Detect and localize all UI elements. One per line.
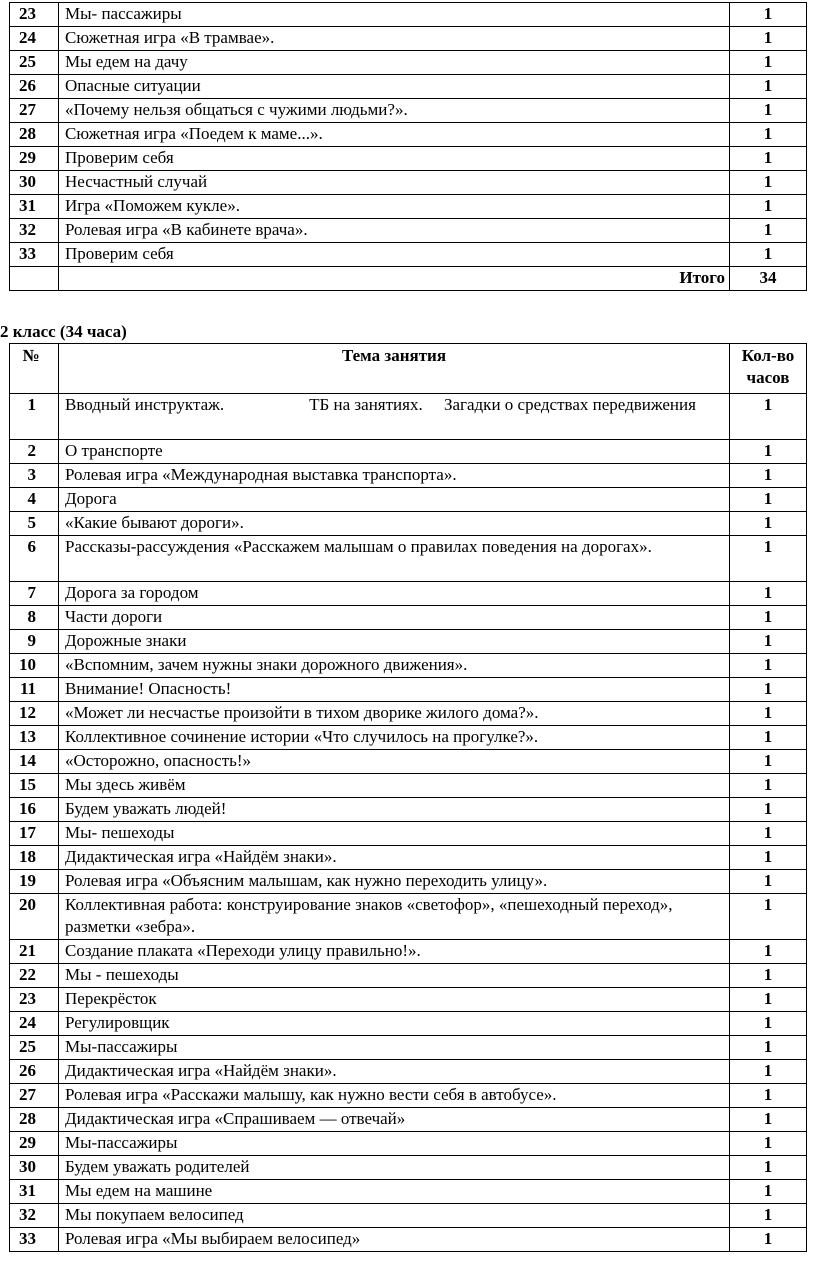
lesson-hours: 1	[730, 1084, 807, 1108]
table-row	[10, 243, 807, 267]
lesson-topic: «Вспомним, зачем нужны знаки дорожного движения».	[59, 654, 730, 678]
column-header-topic: Тема занятия	[59, 344, 730, 394]
lessons-table-grade1-continued	[9, 2, 807, 291]
table-header-row	[10, 344, 807, 394]
lesson-number: 31	[10, 195, 59, 219]
table-row	[10, 1060, 807, 1084]
lesson-hours: 1	[730, 243, 807, 267]
table-row	[10, 846, 807, 870]
table-row	[10, 394, 807, 440]
lesson-number: 24	[10, 27, 59, 51]
lesson-hours: 1	[730, 582, 807, 606]
table-row	[10, 147, 807, 171]
table-row	[10, 1204, 807, 1228]
lesson-hours: 1	[730, 654, 807, 678]
table-row	[10, 1108, 807, 1132]
lesson-number: 23	[10, 988, 59, 1012]
lesson-topic: Мы едем на дачу	[59, 51, 730, 75]
lesson-number: 32	[10, 1204, 59, 1228]
lesson-hours: 1	[730, 195, 807, 219]
table-row	[10, 464, 807, 488]
lesson-hours: 1	[730, 1108, 807, 1132]
table-row	[10, 988, 807, 1012]
lesson-number: 28	[10, 1108, 59, 1132]
lesson-topic: «Осторожно, опасность!»	[59, 750, 730, 774]
lesson-hours: 1	[730, 536, 807, 582]
table-row	[10, 75, 807, 99]
lesson-hours: 1	[730, 822, 807, 846]
column-header-number: №	[10, 344, 59, 394]
lesson-number: 26	[10, 1060, 59, 1084]
lesson-hours: 1	[730, 1036, 807, 1060]
section-heading: 2 класс (34 часа)	[0, 322, 127, 341]
lesson-topic: Ролевая игра «Расскажи малышу, как нужно вести себя в автобусе».	[59, 1084, 730, 1108]
column-header-hours: Кол-во часов	[730, 344, 807, 394]
lesson-topic: Перекрёсток	[59, 988, 730, 1012]
lesson-topic: Дидактическая игра «Найдём знаки».	[59, 846, 730, 870]
table-row	[10, 726, 807, 750]
lesson-topic: Будем уважать родителей	[59, 1156, 730, 1180]
lesson-hours: 1	[730, 219, 807, 243]
table-row	[10, 512, 807, 536]
lesson-number: 17	[10, 822, 59, 846]
lesson-topic: Дидактическая игра «Спрашиваем — отвечай»	[59, 1108, 730, 1132]
lesson-number: 3	[10, 464, 59, 488]
lesson-topic: Сюжетная игра «В трамвае».	[59, 27, 730, 51]
lesson-hours: 1	[730, 1228, 807, 1252]
table-row	[10, 123, 807, 147]
lesson-number: 5	[10, 512, 59, 536]
lessons-table-grade2	[9, 343, 807, 1252]
table-row	[10, 3, 807, 27]
lesson-topic: Дорога за городом	[59, 582, 730, 606]
lesson-topic: Ролевая игра «Мы выбираем велосипед»	[59, 1228, 730, 1252]
table-row	[10, 440, 807, 464]
table-row	[10, 536, 807, 582]
lesson-hours: 1	[730, 75, 807, 99]
lesson-number: 33	[10, 1228, 59, 1252]
lesson-topic: «Почему нельзя общаться с чужими людьми?».	[59, 99, 730, 123]
lesson-number: 6	[10, 536, 59, 582]
lesson-number: 13	[10, 726, 59, 750]
lesson-number: 10	[10, 654, 59, 678]
lesson-topic: Мы - пешеходы	[59, 964, 730, 988]
lesson-topic: Мы здесь живём	[59, 774, 730, 798]
lesson-topic: Ролевая игра «Объясним малышам, как нужно переходить улицу».	[59, 870, 730, 894]
table-row	[10, 798, 807, 822]
lesson-topic: Вводный инструктаж. ТБ на занятиях. Загадки о средствах передвижения	[59, 394, 730, 440]
table-row	[10, 219, 807, 243]
lesson-number: 31	[10, 1180, 59, 1204]
lesson-topic: Будем уважать людей!	[59, 798, 730, 822]
table-row	[10, 1012, 807, 1036]
lesson-number: 28	[10, 123, 59, 147]
lesson-number: 26	[10, 75, 59, 99]
total-row	[10, 267, 807, 291]
lesson-hours: 1	[730, 1132, 807, 1156]
lesson-topic: Мы-пассажиры	[59, 1036, 730, 1060]
table-row	[10, 582, 807, 606]
lesson-hours: 1	[730, 147, 807, 171]
lesson-topic: Несчастный случай	[59, 171, 730, 195]
table-row	[10, 702, 807, 726]
lesson-number: 30	[10, 1156, 59, 1180]
lesson-number: 33	[10, 243, 59, 267]
table-row	[10, 870, 807, 894]
table-row	[10, 1084, 807, 1108]
lesson-topic: О транспорте	[59, 440, 730, 464]
table-row	[10, 1180, 807, 1204]
table-row	[10, 27, 807, 51]
lesson-topic: «Какие бывают дороги».	[59, 512, 730, 536]
lesson-number: 24	[10, 1012, 59, 1036]
table-row	[10, 1132, 807, 1156]
table-row	[10, 606, 807, 630]
lesson-topic: Рассказы-рассуждения «Расскажем малышам о правилах поведения на дорогах».	[59, 536, 730, 582]
lesson-hours: 1	[730, 99, 807, 123]
total-label: Итого	[59, 267, 730, 291]
lesson-number: 25	[10, 1036, 59, 1060]
lesson-topic: Опасные ситуации	[59, 75, 730, 99]
lesson-topic: Мы едем на машине	[59, 1180, 730, 1204]
lesson-number: 30	[10, 171, 59, 195]
table-row	[10, 1156, 807, 1180]
table-row	[10, 750, 807, 774]
lesson-hours: 1	[730, 774, 807, 798]
lesson-number: 9	[10, 630, 59, 654]
lesson-number: 32	[10, 219, 59, 243]
lesson-hours: 1	[730, 750, 807, 774]
lesson-number: 15	[10, 774, 59, 798]
table-row	[10, 894, 807, 940]
lesson-topic: Регулировщик	[59, 1012, 730, 1036]
lesson-topic: Ролевая игра «Международная выставка транспорта».	[59, 464, 730, 488]
lesson-topic: Дорога	[59, 488, 730, 512]
lesson-topic: Внимание! Опасность!	[59, 678, 730, 702]
table-row	[10, 822, 807, 846]
lesson-hours: 1	[730, 702, 807, 726]
lesson-topic: Мы-пассажиры	[59, 1132, 730, 1156]
table-row	[10, 678, 807, 702]
lesson-topic: Проверим себя	[59, 243, 730, 267]
lesson-number: 8	[10, 606, 59, 630]
lesson-number: 18	[10, 846, 59, 870]
lesson-topic: Дорожные знаки	[59, 630, 730, 654]
table-row	[10, 171, 807, 195]
lesson-hours: 1	[730, 606, 807, 630]
lesson-hours: 1	[730, 870, 807, 894]
lesson-number: 2	[10, 440, 59, 464]
lesson-hours: 1	[730, 846, 807, 870]
lesson-hours: 1	[730, 630, 807, 654]
table-row	[10, 195, 807, 219]
lesson-topic: Дидактическая игра «Найдём знаки».	[59, 1060, 730, 1084]
lesson-topic: Мы- пешеходы	[59, 822, 730, 846]
table-row	[10, 940, 807, 964]
table-row	[10, 51, 807, 75]
table-row	[10, 630, 807, 654]
lesson-number: 22	[10, 964, 59, 988]
table-row	[10, 654, 807, 678]
lesson-topic: Создание плаката «Переходи улицу правильно!».	[59, 940, 730, 964]
lesson-hours: 1	[730, 123, 807, 147]
table-row	[10, 774, 807, 798]
lesson-number: 21	[10, 940, 59, 964]
lesson-hours: 1	[730, 440, 807, 464]
lesson-number: 27	[10, 1084, 59, 1108]
table-row	[10, 964, 807, 988]
lesson-number: 1	[10, 394, 59, 440]
lesson-hours: 1	[730, 27, 807, 51]
total-value: 34	[730, 267, 807, 291]
lesson-hours: 1	[730, 3, 807, 27]
lesson-topic: Мы- пассажиры	[59, 3, 730, 27]
lesson-hours: 1	[730, 464, 807, 488]
lesson-number: 25	[10, 51, 59, 75]
lesson-hours: 1	[730, 1012, 807, 1036]
lesson-number: 29	[10, 1132, 59, 1156]
lesson-number: 14	[10, 750, 59, 774]
lesson-number: 16	[10, 798, 59, 822]
lesson-hours: 1	[730, 1180, 807, 1204]
lesson-hours: 1	[730, 51, 807, 75]
lesson-number: 23	[10, 3, 59, 27]
lesson-number: 20	[10, 894, 59, 940]
table1-body	[10, 3, 807, 267]
table-row	[10, 99, 807, 123]
table-row	[10, 1036, 807, 1060]
lesson-topic: Коллективная работа: конструирование знаков «светофор», «пешеходный переход», разметки «зебра».	[59, 894, 730, 940]
lesson-hours: 1	[730, 512, 807, 536]
lesson-number: 11	[10, 678, 59, 702]
lesson-number: 29	[10, 147, 59, 171]
lesson-hours: 1	[730, 894, 807, 940]
lesson-topic: Ролевая игра «В кабинете врача».	[59, 219, 730, 243]
lesson-hours: 1	[730, 964, 807, 988]
lesson-hours: 1	[730, 1156, 807, 1180]
lesson-hours: 1	[730, 394, 807, 440]
lesson-number: 12	[10, 702, 59, 726]
lesson-topic: Мы покупаем велосипед	[59, 1204, 730, 1228]
lesson-topic: Части дороги	[59, 606, 730, 630]
lesson-hours: 1	[730, 1204, 807, 1228]
lesson-number: 27	[10, 99, 59, 123]
lesson-hours: 1	[730, 171, 807, 195]
lesson-number: 4	[10, 488, 59, 512]
lesson-number: 7	[10, 582, 59, 606]
lesson-hours: 1	[730, 488, 807, 512]
lesson-hours: 1	[730, 798, 807, 822]
lesson-number: 19	[10, 870, 59, 894]
lesson-hours: 1	[730, 726, 807, 750]
lesson-topic: Игра «Поможем кукле».	[59, 195, 730, 219]
table-row	[10, 488, 807, 512]
total-empty-cell	[10, 267, 59, 291]
lesson-topic: Сюжетная игра «Поедем к маме...».	[59, 123, 730, 147]
lesson-topic: «Может ли несчастье произойти в тихом дворике жилого дома?».	[59, 702, 730, 726]
lesson-topic: Коллективное сочинение истории «Что случилось на прогулке?».	[59, 726, 730, 750]
table2-body	[10, 394, 807, 1252]
lesson-topic: Проверим себя	[59, 147, 730, 171]
lesson-hours: 1	[730, 940, 807, 964]
lesson-hours: 1	[730, 1060, 807, 1084]
lesson-hours: 1	[730, 678, 807, 702]
table-row	[10, 1228, 807, 1252]
lesson-hours: 1	[730, 988, 807, 1012]
